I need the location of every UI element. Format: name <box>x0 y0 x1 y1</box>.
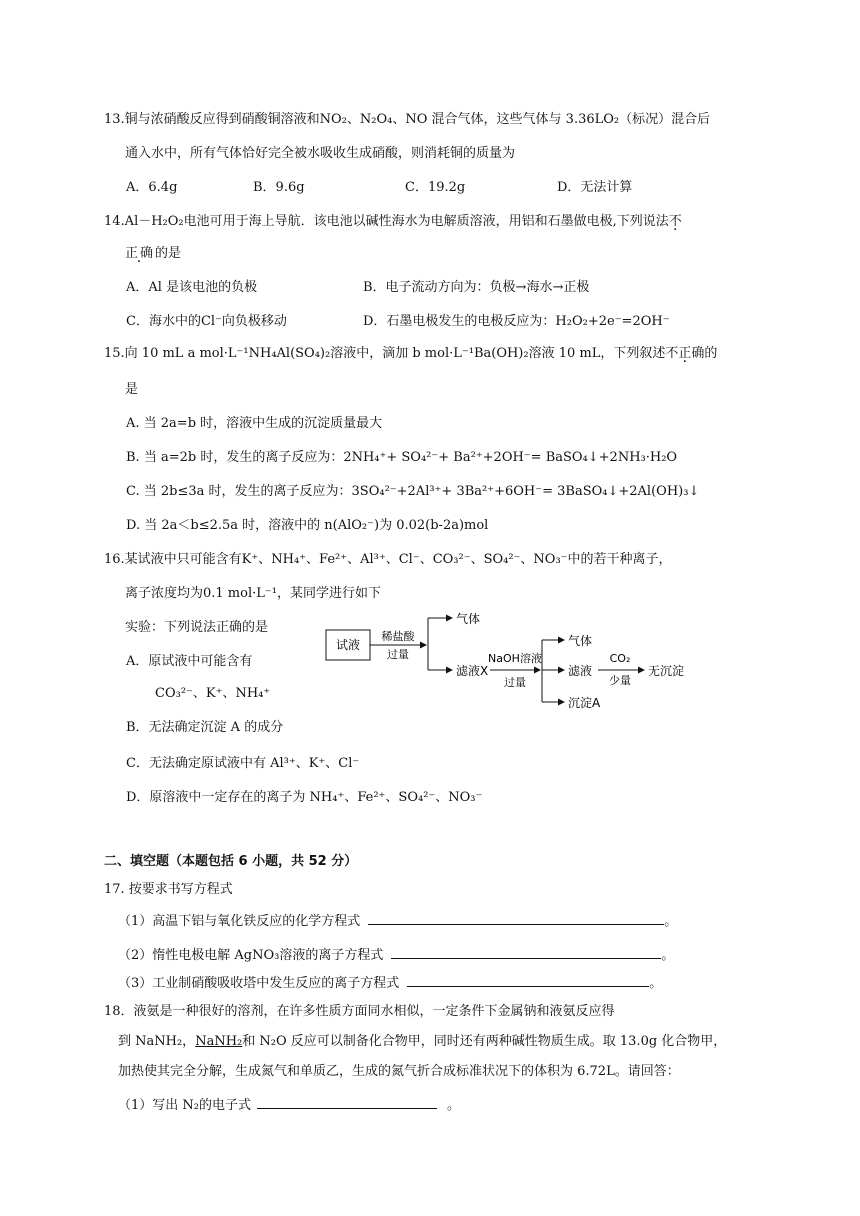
q17-item-2-text: （2）惰性电极电解 AgNO₃溶液的离子方程式 <box>118 948 384 963</box>
flow-reagent3-bottom: 少量 <box>609 674 631 687</box>
q16-line1: 16.某试液中只可能含有K⁺、NH₄⁺、Fe²⁺、Al³⁺、Cl⁻、CO₃²⁻、SO₄²⁻、NO₃⁻中的若干种离子， <box>104 552 672 567</box>
q14-line2-text: 的是 <box>155 246 182 261</box>
q14-option-a: A．Al 是该电池的负极 <box>126 280 258 295</box>
q18-line2-underlined: NaNH₂ <box>195 1034 243 1049</box>
q17-item-2-end: 。 <box>661 948 675 963</box>
q15-line2: 是 <box>125 382 139 397</box>
flow-precipitate-a: 沉淀A <box>568 696 601 710</box>
q15-option-a: A. 当 2a=b 时，溶液中生成的沉淀质量最大 <box>126 416 383 431</box>
q13-line1: 13.铜与浓硝酸反应得到硝酸铜溶液和NO₂、N₂O₄、NO 混合气体，这些气体与 3.36LO₂（标况）混合后 <box>104 112 711 127</box>
flow-reagent2-bottom: 过量 <box>504 676 526 689</box>
q15-option-b: B. 当 a=2b 时，发生的离子反应为：2NH₄⁺+ SO₄²⁻+ Ba²⁺+2OH⁻= BaSO₄↓+2NH₃·H₂O <box>126 450 678 465</box>
flow-filtrate2: 滤液 <box>568 664 593 678</box>
q15-option-c: C. 当 2b≤3a 时，发生的离子反应为：3SO₄²⁻+2Al³⁺+ 3Ba²⁺+6OH⁻= 3BaSO₄↓+2Al(OH)₃↓ <box>126 484 700 499</box>
q18-line3: 加热使其完全分解，生成氮气和单质乙，生成的氮气折合成标准状况下的体积为 6.72L。请回答： <box>118 1064 680 1079</box>
q18-line4-end: 。 <box>447 1098 461 1113</box>
q13-option-a: A．6.4g <box>126 180 178 195</box>
q18-blank-1 <box>257 1096 437 1109</box>
q18-line2 <box>118 1034 726 1050</box>
q17-item-1 <box>118 912 677 930</box>
q17-item-3-end: 。 <box>649 976 663 991</box>
q17-blank-2 <box>391 946 661 959</box>
q16-flow-diagram <box>318 604 698 714</box>
q15-option-d: D. 当 2a＜b≤2.5a 时，溶液中的 n(AlO₂⁻)为 0.02(b-2a)mol <box>126 518 489 533</box>
q18-line4-text: （1）写出 N₂的电子式 <box>118 1098 251 1113</box>
q18-line1: 18．液氨是一种很好的溶剂，在许多性质方面同水相似，一定条件下金属钠和液氨反应得 <box>104 1004 615 1019</box>
q13-option-c: C．19.2g <box>405 180 466 195</box>
q16-line3: 实验：下列说法正确的是 <box>125 620 269 635</box>
q17-item-3-text: （3）工业制硝酸吸收塔中发生反应的离子方程式 <box>118 976 400 991</box>
flow-reagent3-top: CO₂ <box>609 652 631 665</box>
flow-filtrate-x: 滤液X <box>456 664 489 678</box>
q17-item-3 <box>118 974 662 992</box>
q14-emphasis-bu: 不 <box>668 214 682 229</box>
q14-emphasis-zhengque: 正确 <box>125 246 156 261</box>
q15-line1-end: 的 <box>704 346 718 361</box>
q13-option-d: D．无法计算 <box>557 180 633 195</box>
q16-option-a: A．原试液中可能含有 <box>126 654 253 669</box>
q14-line1 <box>104 214 682 230</box>
q15-emphasis-buzhengque: 不正确 <box>665 346 705 361</box>
q14-line1-text: 14.Al－H₂O₂电池可用于海上导航．该电池以碱性海水为电解质溶液，用铝和石墨做电极,下列说法 <box>104 214 669 229</box>
q14-line2 <box>125 246 181 262</box>
q16-option-d: D．原溶液中一定存在的离子为 NH₄⁺、Fe²⁺、SO₄²⁻、NO₃⁻ <box>126 790 483 805</box>
q17-item-1-end: 。 <box>664 914 678 929</box>
q17-item-1-text: （1）高温下铝与氧化铁反应的化学方程式 <box>118 914 361 929</box>
q18-line4 <box>118 1096 460 1114</box>
section2-title: 二、填空题（本题包括 6 小题，共 52 分） <box>104 854 358 869</box>
flow-gas1: 气体 <box>456 612 481 626</box>
q14-option-c: C．海水中的Cl⁻向负极移动 <box>126 314 287 329</box>
flow-reagent1-bottom: 过量 <box>387 648 409 661</box>
q15-line1-text: 15.向 10 mL a mol·L⁻¹NH₄Al(SO₄)₂溶液中，滴加 b mol·L⁻¹Ba(OH)₂溶液 10 mL，下列叙述 <box>104 346 666 361</box>
q16-option-b: B．无法确定沉淀 A 的成分 <box>126 720 284 735</box>
q17-blank-1 <box>368 912 664 925</box>
flow-gas2: 气体 <box>568 634 593 648</box>
q16-line2: 离子浓度均为0.1 mol·L⁻¹，某同学进行如下 <box>125 586 381 601</box>
q16-option-c: C．无法确定原试液中有 Al³⁺、K⁺、Cl⁻ <box>126 756 360 771</box>
q17-title: 17. 按要求书写方程式 <box>104 882 233 897</box>
flow-start-label: 试液 <box>335 638 361 652</box>
flow-reagent1-top: 稀盐酸 <box>381 630 415 643</box>
q14-option-d: D．石墨电极发生的电极反应为：H₂O₂+2e⁻=2OH⁻ <box>363 314 670 329</box>
q15-line1 <box>104 346 717 362</box>
q13-line2: 通入水中，所有气体恰好完全被水吸收生成硝酸，则消耗铜的质量为 <box>125 146 516 161</box>
q14-option-b: B．电子流动方向为：负极→海水→正极 <box>363 280 590 295</box>
q18-line2-rest: 和 N₂O 反应可以制备化合物甲，同时还有两种碱性物质生成。取 13.0g 化合物甲， <box>242 1034 727 1049</box>
q18-line2-start: 到 NaNH₂， <box>118 1034 196 1049</box>
flow-result: 无沉淀 <box>648 664 685 678</box>
q13-option-b: B．9.6g <box>253 180 305 195</box>
q17-item-2 <box>118 946 674 964</box>
q16-option-a-ions: CO₃²⁻、K⁺、NH₄⁺ <box>155 686 271 701</box>
q17-blank-3 <box>407 974 649 987</box>
flow-reagent2-top: NaOH溶液 <box>488 652 542 665</box>
